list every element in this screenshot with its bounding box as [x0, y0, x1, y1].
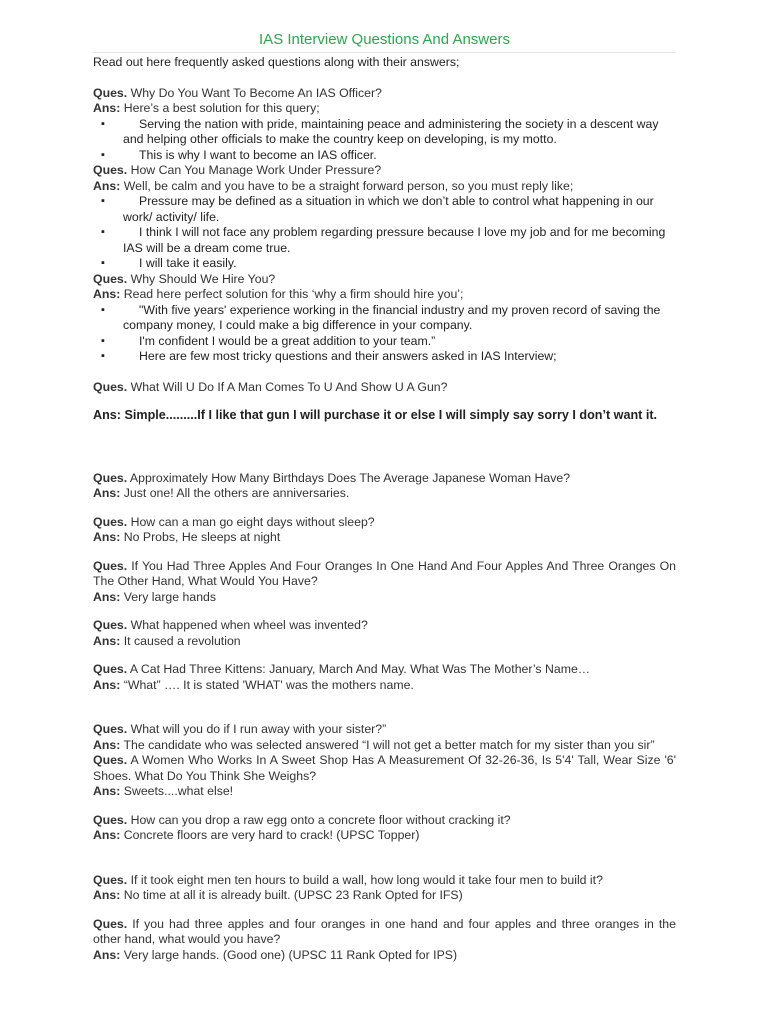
answer-6: Ans: No Probs, He sleeps at night	[93, 530, 281, 544]
answer-13: Ans: No time at all it is already built. (UPSC 23 Rank Opted for IFS)	[93, 888, 463, 902]
list-item: ▪ I think I will not face any problem regarding pressure because I love my job and for me becoming IAS will be a dream come true.	[93, 225, 676, 256]
question-8: Ques. What happened when wheel was invented?	[93, 618, 368, 632]
answer-2-bullets	[93, 194, 676, 272]
question-14: Ques. If you had three apples and four oranges in one hand and four apples and three oranges in the other hand, what would you have?	[93, 916, 676, 946]
list-item: ▪ I'm confident I would be a great addition to your team.”	[93, 334, 676, 350]
ques-label: Ques.	[93, 85, 128, 100]
answer-9: Ans: “What” …. It is stated 'WHAT' was the mothers name.	[93, 677, 414, 692]
answer-14: Ans: Very large hands. (Good one) (UPSC 11 Rank Opted for IPS)	[93, 947, 458, 962]
question-6: Ques. How can a man go eight days without sleep?	[93, 514, 375, 529]
list-item: ▪ This is why I want to become an IAS officer.	[93, 148, 676, 164]
answer-4: Ans: Simple.........If I like that gun I will purchase it or else I will simply say sorry I don’t want it.	[93, 408, 658, 422]
answer-10: Ans: The candidate who was selected answered “I will not get a better match for my sister than you sir”	[93, 737, 655, 752]
document-page	[93, 0, 676, 963]
answer-7: Ans: Very large hands	[93, 589, 217, 604]
question-10: Ques. What will you do if I run away with your sister?”	[93, 722, 387, 736]
answer-5: Ans: Just one! All the others are anniversaries.	[93, 486, 350, 500]
answer-3: Ans: Read here perfect solution for this ‘why a firm should hire you’;	[93, 287, 464, 301]
document-body	[93, 55, 676, 963]
answer-2: Ans: Well, be calm and you have to be a straight forward person, so you must reply like;	[93, 178, 574, 193]
list-item: ▪ I will take it easily.	[93, 256, 676, 272]
page-title: IAS Interview Questions And Answers	[259, 31, 510, 48]
question-11: Ques. A Women Who Works In A Sweet Shop Has A Measurement Of 32-26-36, Is 5'4' Tall, Wear Size '6' Shoes. What Do You Think She Weighs?	[93, 753, 676, 783]
answer-11: Ans: Sweets....what else!	[93, 784, 234, 798]
ans-label: Ans:	[93, 101, 121, 115]
answer-1-bullets	[93, 117, 676, 164]
question-12: Ques. How can you drop a raw egg onto a concrete floor without cracking it?	[93, 812, 511, 827]
question-3: Ques. Why Should We Hire You?	[93, 271, 276, 286]
question-2: Ques. How Can You Manage Work Under Pressure?	[93, 163, 382, 177]
answer-12: Ans: Concrete floors are very hard to crack! (UPSC Topper)	[93, 828, 420, 842]
question-1: Ques. Why Do You Want To Become An IAS Officer?	[93, 85, 382, 100]
answer-1: Ans: Here’s a best solution for this query;	[93, 101, 320, 115]
question-9: Ques. A Cat Had Three Kittens: January, March And May. What Was The Mother’s Name…	[93, 662, 591, 676]
list-item: ▪ Here are few most tricky questions and their answers asked in IAS Interview;	[93, 349, 676, 365]
answer-8: Ans: It caused a revolution	[93, 633, 241, 648]
list-item: ▪ Serving the nation with pride, maintaining peace and administering the society in a descent way and helping other officials to make the country keep on developing, is my motto.	[93, 117, 676, 148]
intro-text: Read out here frequently asked questions along with their answers;	[93, 55, 460, 69]
question-13: Ques. If it took eight men ten hours to build a wall, how long would it take four men to build it?	[93, 872, 603, 887]
list-item: ▪ "With five years' experience working in the financial industry and my proven record of saving the company money, I could make a big difference in your company.	[93, 303, 676, 334]
question-5: Ques. Approximately How Many Birthdays Does The Average Japanese Woman Have?	[93, 470, 571, 485]
answer-3-bullets	[93, 303, 676, 365]
title-divider	[93, 52, 676, 53]
question-7: Ques. If You Had Three Apples And Four Oranges In One Hand And Four Apples And Three Oranges On The Other Hand, What Would You Have?	[93, 558, 676, 588]
question-4: Ques. What Will U Do If A Man Comes To U And Show U A Gun?	[93, 379, 448, 394]
list-item: ▪ Pressure may be defined as a situation in which we don’t able to control what happening in our work/ activity/ life.	[93, 194, 676, 225]
